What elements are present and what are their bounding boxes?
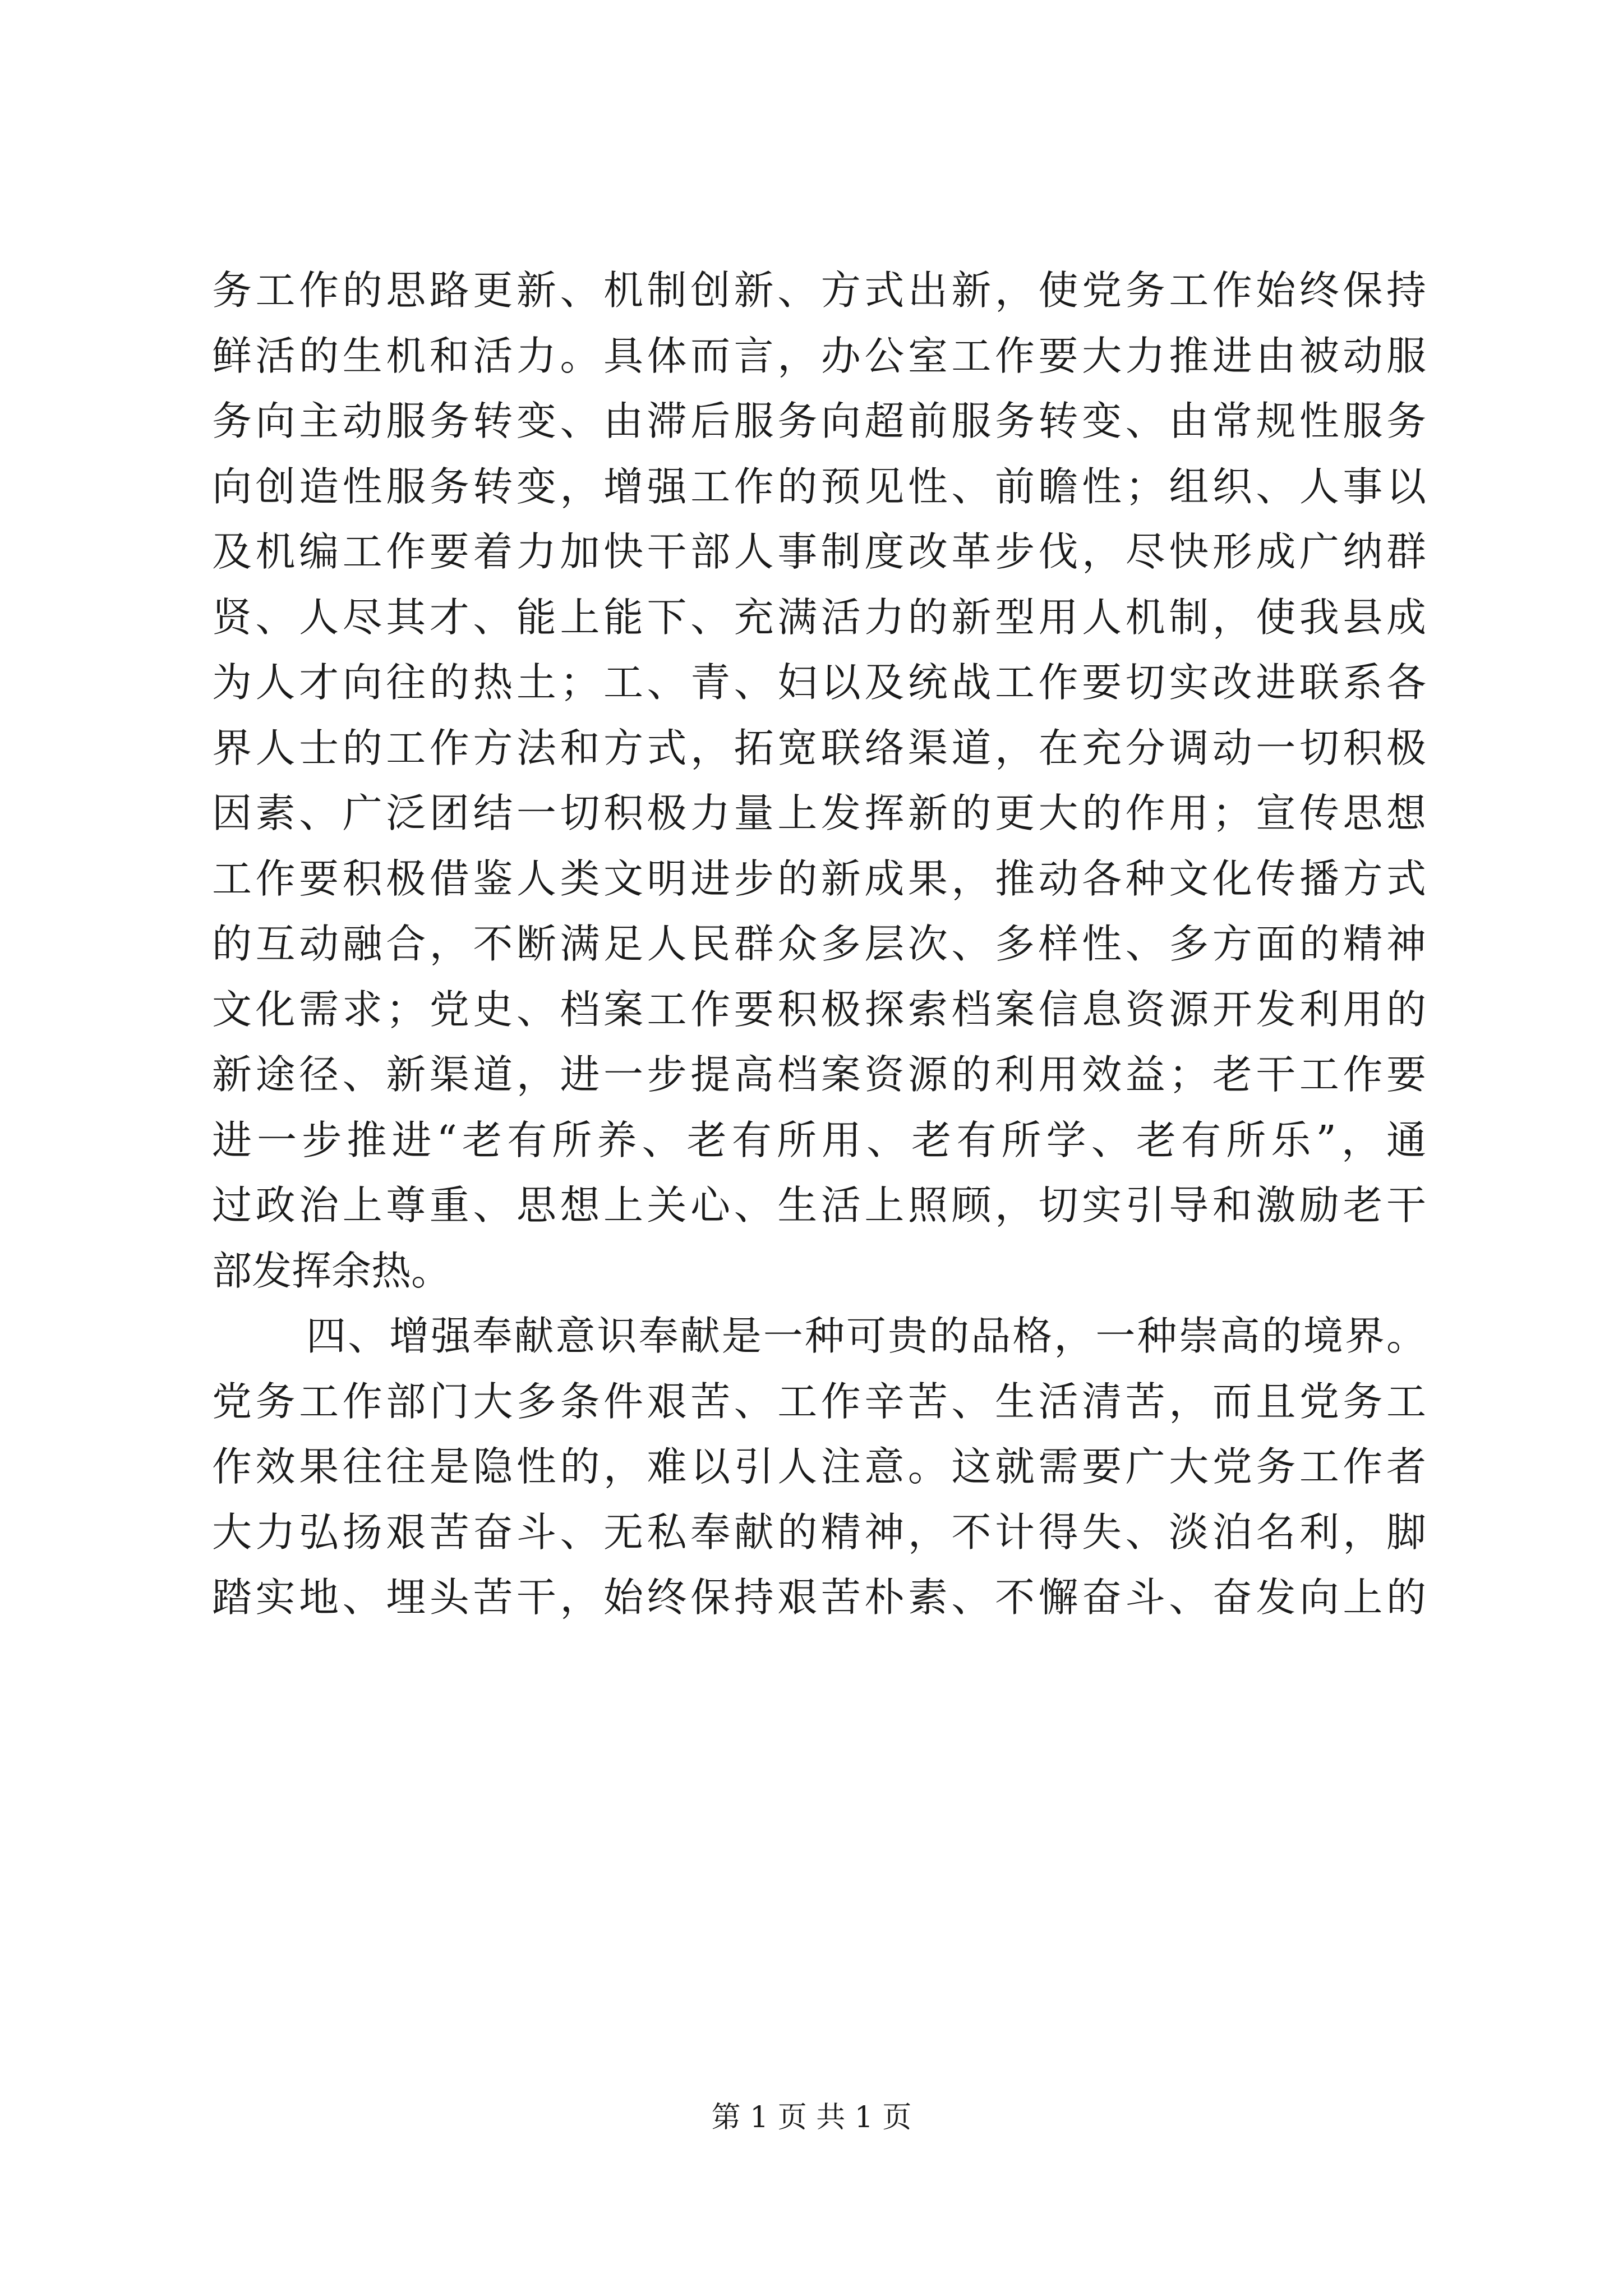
text-line: 文化需求；党史、档案工作要积极探索档案信息资源开发利用的 xyxy=(212,986,1426,1033)
page-number-footer: 第 1 页 共 1 页 xyxy=(711,2101,912,2134)
paragraph-work-innovation xyxy=(212,258,1426,1304)
text-line: 向创造性服务转变，增强工作的预见性、前瞻性；组织、人事以 xyxy=(212,463,1426,510)
text-line: 及机编工作要着力加快干部人事制度改革步伐，尽快形成广纳群 xyxy=(212,528,1426,575)
text-line: 进一步推进“老有所养、老有所用、老有所学、老有所乐”，通 xyxy=(212,1116,1426,1163)
text-line: 工作要积极借鉴人类文明进步的新成果，推动各种文化传播方式 xyxy=(212,855,1426,902)
text-line: 四、增强奉献意识奉献是一种可贵的品格，一种崇高的境界。 xyxy=(306,1313,1426,1359)
text-line: 党务工作部门大多条件艰苦、工作辛苦、生活清苦，而且党务工 xyxy=(212,1378,1426,1425)
text-line: 的互动融合，不断满足人民群众多层次、多样性、多方面的精神 xyxy=(212,921,1426,967)
text-line: 务向主动服务转变、由滞后服务向超前服务转变、由常规性服务 xyxy=(212,398,1426,444)
text-line: 新途径、新渠道，进一步提高档案资源的利用效益；老干工作要 xyxy=(212,1051,1426,1098)
text-line: 大力弘扬艰苦奋斗、无私奉献的精神，不计得失、淡泊名利，脚 xyxy=(212,1508,1426,1556)
paragraph-dedication xyxy=(212,1304,1426,1631)
document-body xyxy=(212,258,1426,1631)
text-line: 踏实地、埋头苦干，始终保持艰苦朴素、不懈奋斗、奋发向上的 xyxy=(212,1574,1426,1621)
text-line: 贤、人尽其才、能上能下、充满活力的新型用人机制，使我县成 xyxy=(212,593,1426,641)
text-line: 过政治上尊重、思想上关心、生活上照顾，切实引导和激励老干 xyxy=(212,1182,1426,1228)
text-line: 界人士的工作方法和方式，拓宽联络渠道，在充分调动一切积极 xyxy=(212,724,1426,771)
text-line: 为人才向往的热土；工、青、妇以及统战工作要切实改进联系各 xyxy=(212,659,1426,706)
text-line: 作效果往往是隐性的，难以引人注意。这就需要广大党务工作者 xyxy=(212,1443,1426,1490)
text-line: 鲜活的生机和活力。具体而言，办公室工作要大力推进由被动服 xyxy=(212,332,1426,379)
text-line: 部发挥余热。 xyxy=(212,1247,451,1294)
text-line: 务工作的思路更新、机制创新、方式出新，使党务工作始终保持 xyxy=(212,267,1426,314)
text-line: 因素、广泛团结一切积极力量上发挥新的更大的作用；宣传思想 xyxy=(212,790,1426,836)
